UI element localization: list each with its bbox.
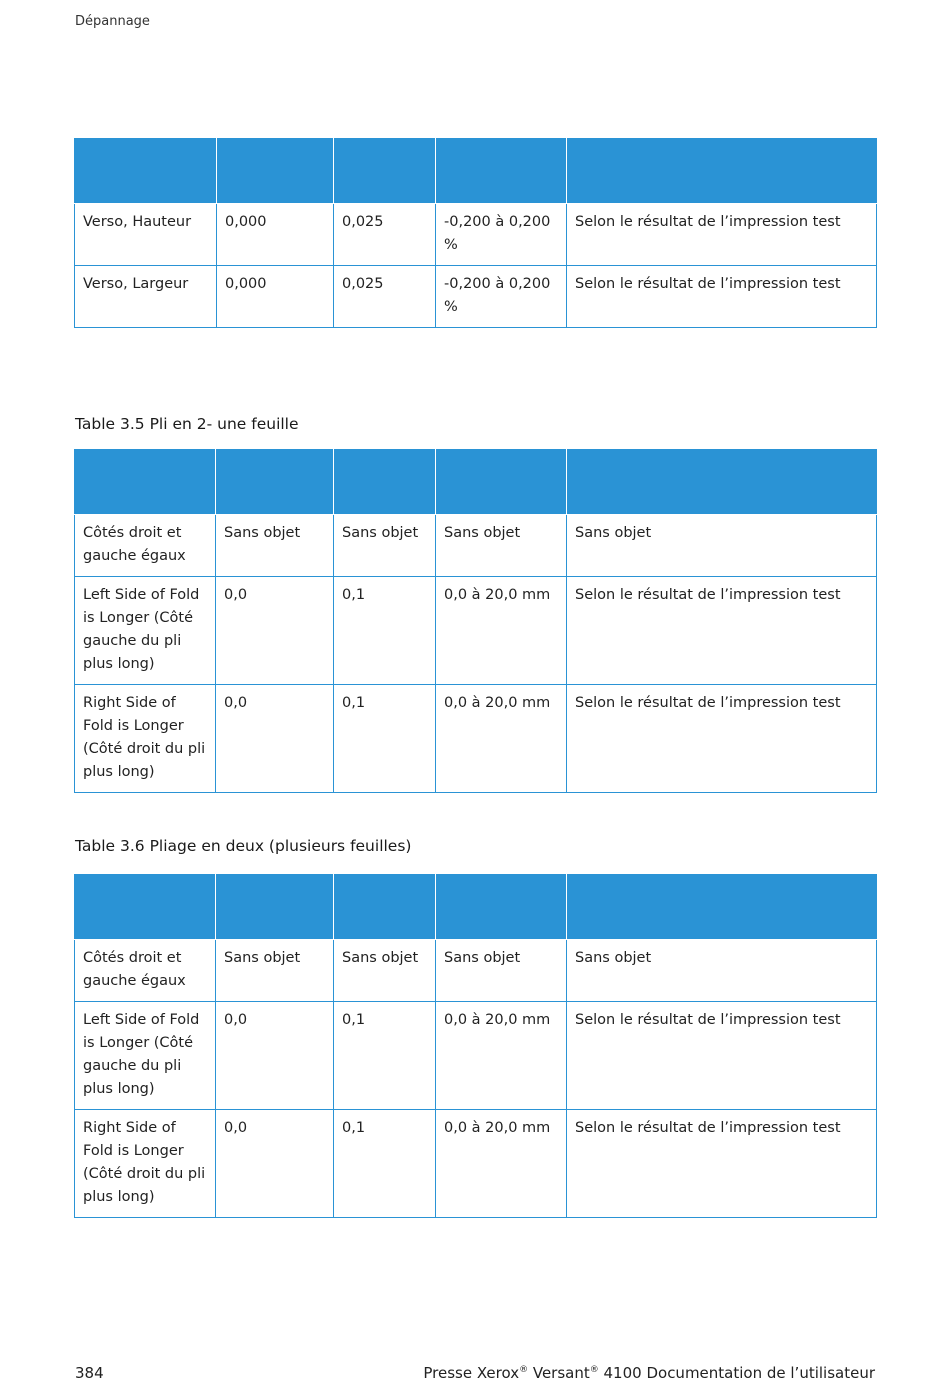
table-cell: 0,0	[216, 1110, 334, 1218]
running-header: Dépannage	[75, 14, 150, 29]
table-cell: Selon le résultat de l’impression test	[567, 266, 877, 328]
table-cell: 0,1	[334, 577, 436, 685]
table-caption: Table 3.6 Pliage en deux (plusieurs feuilles)	[75, 837, 412, 855]
table-cell: Côtés droit et gauche égaux	[75, 515, 216, 577]
table-cell: Right Side of Fold is Longer (Côté droit du pli plus long)	[75, 1110, 216, 1218]
table-cell: Sans objet	[334, 940, 436, 1002]
table-cell: Sans objet	[567, 940, 877, 1002]
table-caption: Table 3.5 Pli en 2- une feuille	[75, 415, 299, 433]
table-cell: Verso, Largeur	[75, 266, 217, 328]
table-header-row	[75, 139, 877, 204]
table-cell: Selon le résultat de l’impression test	[567, 1002, 877, 1110]
table-cell: Selon le résultat de l’impression test	[567, 1110, 877, 1218]
table-cell: 0,1	[334, 1002, 436, 1110]
table-cell: Right Side of Fold is Longer (Côté droit du pli plus long)	[75, 685, 216, 793]
table-3-5	[74, 449, 877, 793]
table-cell: 0,0	[216, 1002, 334, 1110]
table-row	[75, 685, 877, 793]
footer-document-title	[423, 1364, 875, 1382]
table-cell: 0,1	[334, 685, 436, 793]
table-cell: Côtés droit et gauche égaux	[75, 940, 216, 1002]
table-3-6	[74, 874, 877, 1218]
table-cell: -0,200 à 0,200 %	[436, 204, 567, 266]
table-row	[75, 940, 877, 1002]
table-cell: -0,200 à 0,200 %	[436, 266, 567, 328]
table-cell: Selon le résultat de l’impression test	[567, 685, 877, 793]
table-cell: 0,0	[216, 577, 334, 685]
table-row	[75, 204, 877, 266]
registered-mark: ®	[589, 1365, 599, 1375]
table-cell: Sans objet	[216, 940, 334, 1002]
table-cell: 0,0 à 20,0 mm	[436, 685, 567, 793]
table-header-row	[75, 450, 877, 515]
table-cell: 0,0 à 20,0 mm	[436, 577, 567, 685]
table-cell: 0,025	[334, 204, 436, 266]
table-row	[75, 577, 877, 685]
footer-title-middle: Versant	[528, 1364, 590, 1382]
table-cell: Sans objet	[567, 515, 877, 577]
table-row	[75, 515, 877, 577]
table-cell: Sans objet	[436, 515, 567, 577]
table-row	[75, 1110, 877, 1218]
table-row	[75, 1002, 877, 1110]
table-row	[75, 266, 877, 328]
table-cell: 0,1	[334, 1110, 436, 1218]
footer-title-suffix: 4100 Documentation de l’utilisateur	[598, 1364, 875, 1382]
table-header-row	[75, 875, 877, 940]
table-cell: Left Side of Fold is Longer (Côté gauche du pli plus long)	[75, 1002, 216, 1110]
table-cell: 0,000	[217, 266, 334, 328]
table-continued	[74, 138, 877, 328]
table-cell: Sans objet	[334, 515, 436, 577]
table-cell: 0,0 à 20,0 mm	[436, 1002, 567, 1110]
page-number: 384	[75, 1364, 104, 1382]
table-cell: 0,000	[217, 204, 334, 266]
table-cell: Verso, Hauteur	[75, 204, 217, 266]
table-cell: Left Side of Fold is Longer (Côté gauche du pli plus long)	[75, 577, 216, 685]
footer-title-prefix: Presse Xerox	[423, 1364, 520, 1382]
registered-mark: ®	[519, 1365, 529, 1375]
table-cell: 0,0 à 20,0 mm	[436, 1110, 567, 1218]
table-cell: 0,025	[334, 266, 436, 328]
table-cell: 0,0	[216, 685, 334, 793]
table-cell: Sans objet	[216, 515, 334, 577]
table-cell: Selon le résultat de l’impression test	[567, 204, 877, 266]
table-cell: Selon le résultat de l’impression test	[567, 577, 877, 685]
table-cell: Sans objet	[436, 940, 567, 1002]
